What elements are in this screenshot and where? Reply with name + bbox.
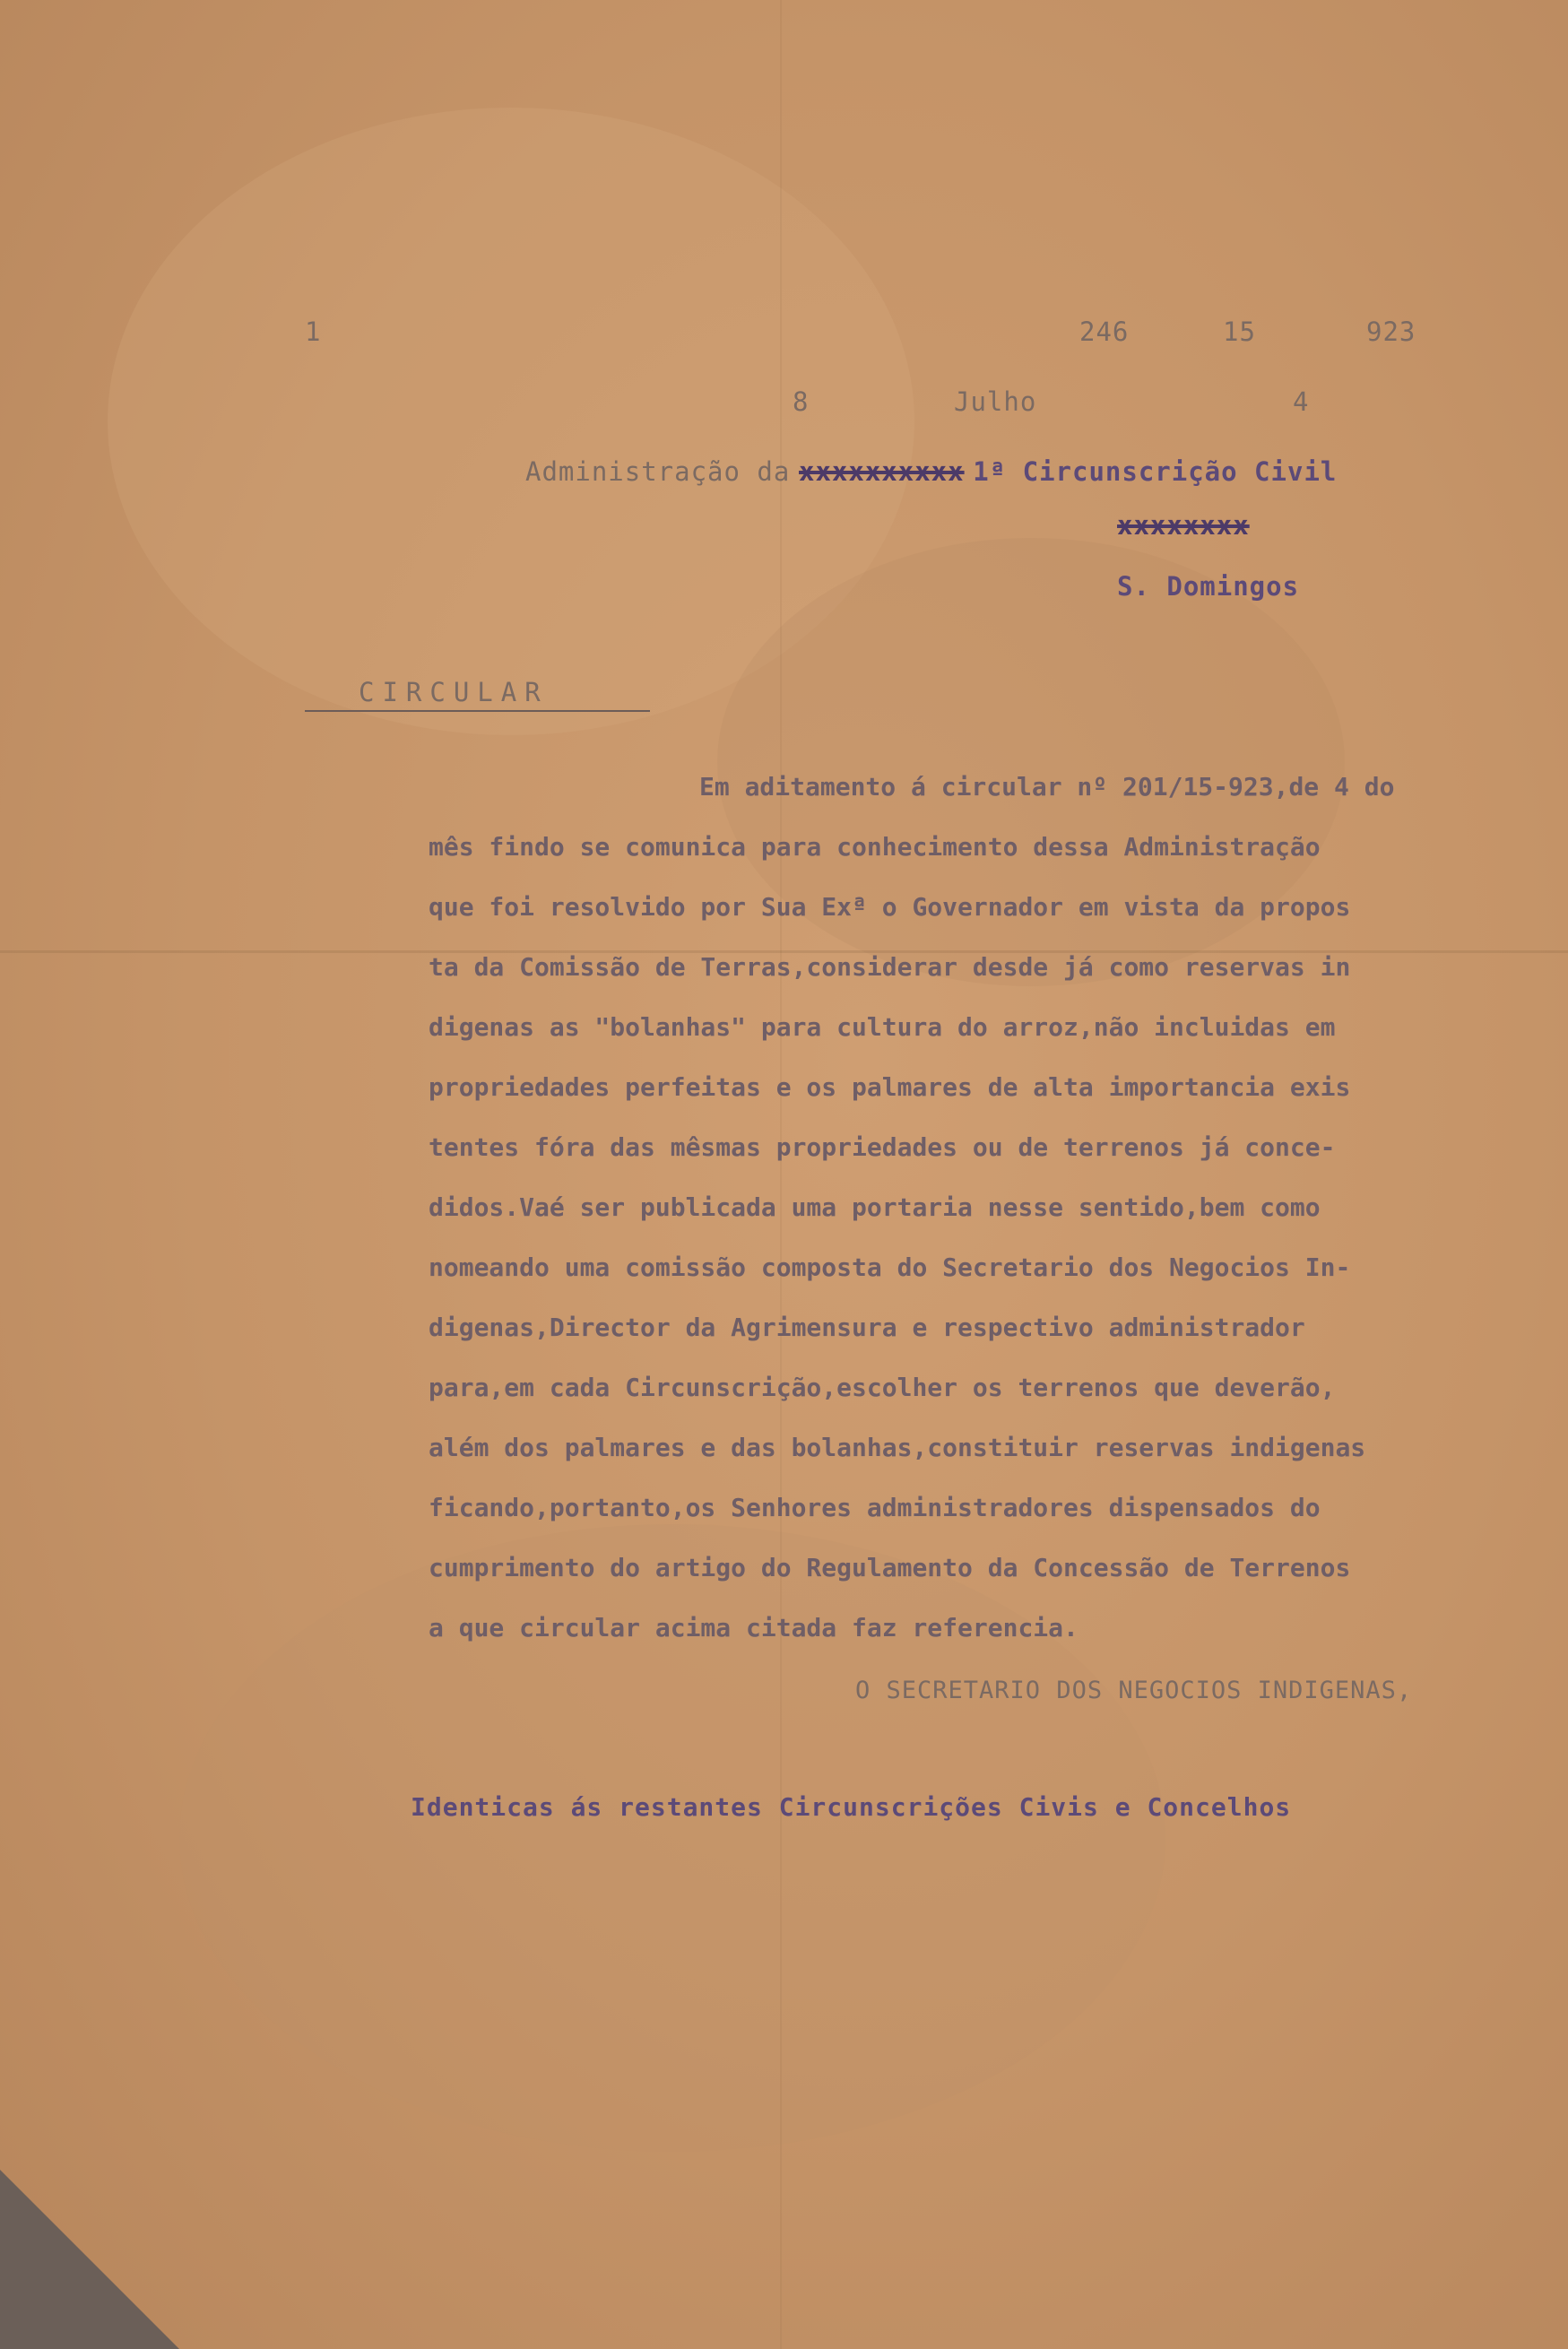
body-line: propriedades perfeitas e os palmares de alta importancia exis (429, 1072, 1351, 1102)
body-line: Em aditamento á circular nº 201/15-923,de 4 do (699, 772, 1395, 802)
reference-number: 246 (1079, 316, 1130, 347)
date-year-digit: 4 (1293, 386, 1310, 417)
body-line: tentes fóra das mêsmas propriedades ou de terrenos já conce- (429, 1132, 1336, 1162)
body-line: digenas,Director da Agrimensura e respectivo administrador (429, 1313, 1305, 1342)
body-line: que foi resolvido por Sua Exª o Governador em vista da propos (429, 892, 1351, 922)
body-line: a que circular acima citada faz referencia. (429, 1613, 1079, 1643)
reference-series: 15 (1223, 316, 1256, 347)
reference-year: 923 (1366, 316, 1416, 347)
body-line: ficando,portanto,os Senhores administradores dispensados do (429, 1493, 1321, 1522)
body-line: mês findo se comunica para conhecimento dessa Administração (429, 832, 1321, 862)
torn-corner (0, 2170, 179, 2349)
body-line: além dos palmares e das bolanhas,constituir reservas indigenas (429, 1433, 1366, 1462)
body-line: para,em cada Circunscrição,escolher os terrenos que deverão, (429, 1373, 1336, 1402)
date-month: Julho (954, 386, 1037, 417)
body-line: digenas as "bolanhas" para cultura do arroz,não incluidas em (429, 1012, 1336, 1042)
date-day: 8 (793, 386, 810, 417)
struck-line: xxxxxxxx (1117, 510, 1250, 541)
sender-prefix: Administração da (525, 456, 791, 487)
distribution-note: Identicas ás restantes Circunscrições Civis e Concelhos (411, 1792, 1292, 1822)
body-line: cumprimento do artigo do Regulamento da Concessão de Terrenos (429, 1553, 1351, 1582)
signature-line: O SECRETARIO DOS NEGOCIOS INDIGENAS, (855, 1677, 1413, 1704)
sender-line (525, 456, 1338, 487)
struck-word: xxxxxxxxxx (799, 456, 965, 487)
body-line: ta da Comissão de Terras,considerar desde já como reservas in (429, 952, 1351, 982)
body-line: nomeando uma comissão composta do Secretario dos Negocios In- (429, 1253, 1351, 1282)
heading-underline (305, 710, 650, 712)
sender-office: 1ª Circunscrição Civil (973, 456, 1338, 487)
sender-place: S. Domingos (1117, 571, 1300, 602)
page-number: 1 (305, 316, 322, 347)
body-line: didos.Vaé ser publicada uma portaria nesse sentido,bem como (429, 1192, 1321, 1222)
document-heading: CIRCULAR (359, 677, 549, 707)
